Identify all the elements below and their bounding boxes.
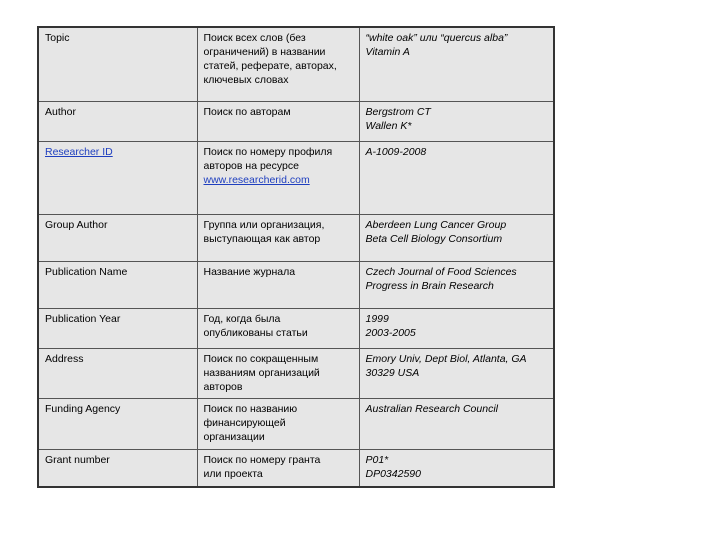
field-example-cell [359, 27, 554, 101]
field-name-cell [38, 27, 197, 101]
description-line: Поиск по названию [203, 402, 298, 415]
field-example-cell [359, 449, 554, 487]
description-line: выступающая как автор [203, 232, 321, 245]
table-row [38, 449, 554, 487]
field-name: Publication Name [45, 265, 128, 278]
description-line: Группа или организация, [203, 218, 325, 231]
field-example-cell [359, 398, 554, 449]
description-line: опубликованы статьи [203, 326, 308, 339]
field-description-cell [197, 308, 359, 348]
description-line: Поиск по авторам [203, 105, 291, 118]
field-description-cell [197, 101, 359, 141]
description-line: Поиск по номеру профиля [203, 145, 333, 158]
field-name: Funding Agency [45, 402, 121, 415]
example-line: 1999 [365, 312, 389, 325]
table-row [38, 101, 554, 141]
researcher-id-link[interactable]: Researcher ID [45, 145, 113, 158]
search-fields-table [37, 26, 555, 488]
example-line: DP0342590 [365, 467, 421, 480]
table-row [38, 398, 554, 449]
field-name: Topic [45, 32, 70, 44]
field-name-cell [38, 449, 197, 487]
field-example-cell [359, 214, 554, 261]
field-description-cell [197, 27, 359, 101]
example-line: Progress in Brain Research [365, 279, 494, 292]
table-row [38, 348, 554, 398]
description-line: авторов [203, 380, 243, 393]
field-name-cell [38, 101, 197, 141]
description-line: Год, когда была [203, 312, 281, 325]
field-name-cell [38, 348, 197, 398]
table-row [38, 27, 554, 101]
example-line: Czech Journal of Food Sciences [365, 265, 517, 278]
field-description-cell [197, 348, 359, 398]
example-line: Emory Univ, Dept Biol, Atlanta, GA [365, 352, 527, 365]
field-name: Grant number [45, 453, 110, 466]
field-name-cell [38, 261, 197, 308]
researcherid-website-link[interactable]: www.researcherid.com [203, 173, 310, 186]
table-row [38, 261, 554, 308]
example-line: Bergstrom CT [365, 105, 431, 118]
description-line: Поиск по сокращенным [203, 352, 319, 365]
example-line: Beta Cell Biology Consortium [365, 232, 503, 245]
field-name-cell [38, 214, 197, 261]
field-example-cell [359, 348, 554, 398]
example-line: Vitamin A [365, 46, 410, 58]
field-name: Publication Year [45, 312, 121, 325]
field-name-cell [38, 398, 197, 449]
table-row [38, 308, 554, 348]
example-line: Australian Research Council [365, 402, 498, 415]
field-description-cell [197, 261, 359, 308]
description-line: названиям организаций [203, 366, 320, 379]
description-line: авторов на ресурсе [203, 159, 299, 172]
example-line: “white oak” или “quercus alba” [365, 32, 508, 44]
description-line: ограничений) в названии [203, 46, 326, 58]
description-line: Название журнала [203, 265, 296, 278]
field-name: Group Author [45, 218, 108, 231]
table-row [38, 141, 554, 214]
example-line: P01* [365, 453, 389, 466]
field-description-cell [197, 141, 359, 214]
description-line: Поиск всех слов (без [203, 32, 306, 44]
field-description-cell [197, 398, 359, 449]
field-example-cell [359, 261, 554, 308]
field-name-cell [38, 141, 197, 214]
field-name: Author [45, 105, 76, 118]
field-description-cell [197, 214, 359, 261]
field-example-cell [359, 308, 554, 348]
example-line: A-1009-2008 [365, 145, 427, 158]
description-line: ключевых словах [203, 74, 289, 86]
description-line: статей, реферате, авторах, [203, 60, 337, 72]
field-name: Address [45, 352, 84, 365]
table-row [38, 214, 554, 261]
field-description-cell [197, 449, 359, 487]
field-example-cell [359, 141, 554, 214]
field-name-cell [38, 308, 197, 348]
description-line: Поиск по номеру гранта [203, 453, 321, 466]
description-line: или проекта [203, 467, 263, 480]
description-line: организации [203, 430, 265, 443]
example-line: 30329 USA [365, 366, 420, 379]
example-line: Aberdeen Lung Cancer Group [365, 218, 507, 231]
description-line: финансирующей [203, 416, 286, 429]
example-line: 2003-2005 [365, 326, 416, 339]
field-example-cell [359, 101, 554, 141]
example-line: Wallen K* [365, 119, 412, 132]
